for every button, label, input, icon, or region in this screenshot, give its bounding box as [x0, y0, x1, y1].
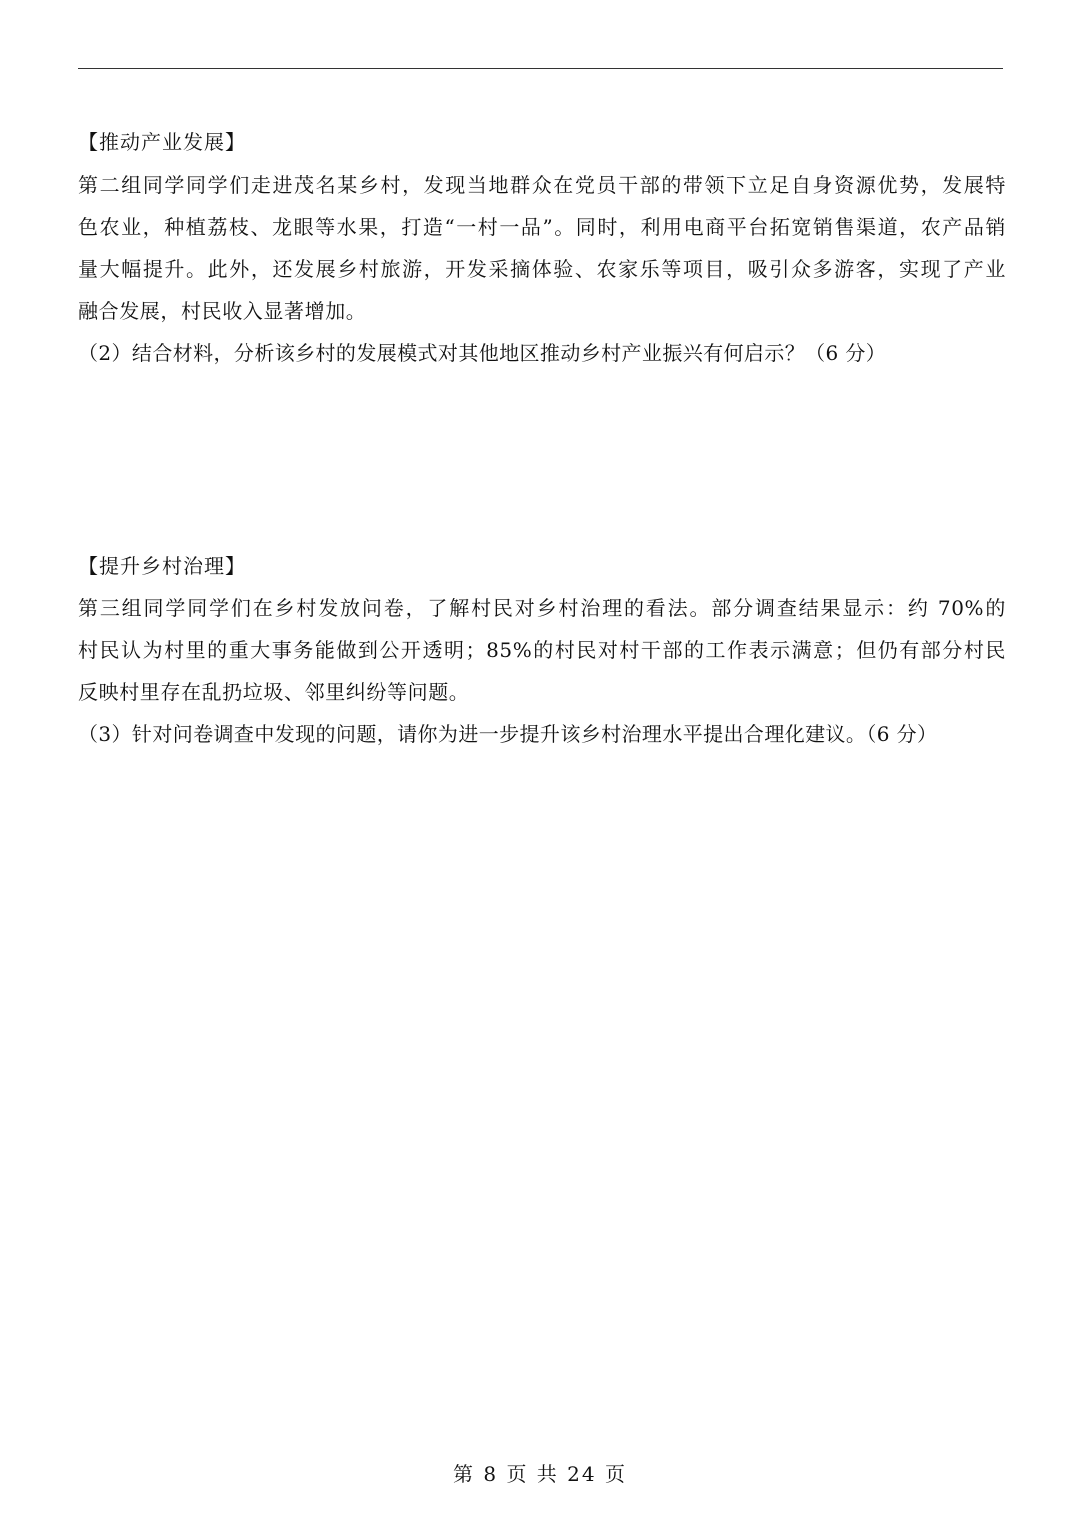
section-rural-governance: [78, 552, 1006, 755]
question-2: （2）结合材料，分析该乡村的发展模式对其他地区推动乡村产业振兴有何启示？（6 分）: [78, 341, 887, 365]
section-heading: 【推动产业发展】: [78, 130, 246, 154]
paragraph-line: 第二组同学同学们走进茂名某乡村，发现当地群众在党员干部的带领下立足自身资源优势，发展特: [78, 173, 1006, 197]
material-paragraph: [78, 587, 1006, 713]
question-3: （3）针对问卷调查中发现的问题，请你为进一步提升该乡村治理水平提出合理化建议。（6 分）: [78, 722, 938, 746]
paragraph-line: 村民认为村里的重大事务能做到公开透明；85%的村民对村干部的工作表示满意；但仍有部分村民: [78, 638, 1006, 662]
material-paragraph: [78, 164, 1006, 332]
section-industry-development: [78, 128, 1006, 374]
header-rule: [78, 68, 1003, 69]
paragraph-line: 第三组同学同学们在乡村发放问卷，了解村民对乡村治理的看法。部分调查结果显示：约 70%的: [78, 596, 1006, 620]
paragraph-line: 色农业，种植荔枝、龙眼等水果，打造“一村一品”。同时，利用电商平台拓宽销售渠道，农产品销: [78, 215, 1006, 239]
paragraph-line: 融合发展，村民收入显著增加。: [78, 299, 367, 323]
section-heading: 【提升乡村治理】: [78, 554, 246, 578]
paragraph-line: 量大幅提升。此外，还发展乡村旅游，开发采摘体验、农家乐等项目，吸引众多游客，实现了产业: [78, 257, 1006, 281]
page-number: 第 8 页 共 24 页: [453, 1462, 627, 1486]
paragraph-line: 反映村里存在乱扔垃圾、邻里纠纷等问题。: [78, 680, 470, 704]
